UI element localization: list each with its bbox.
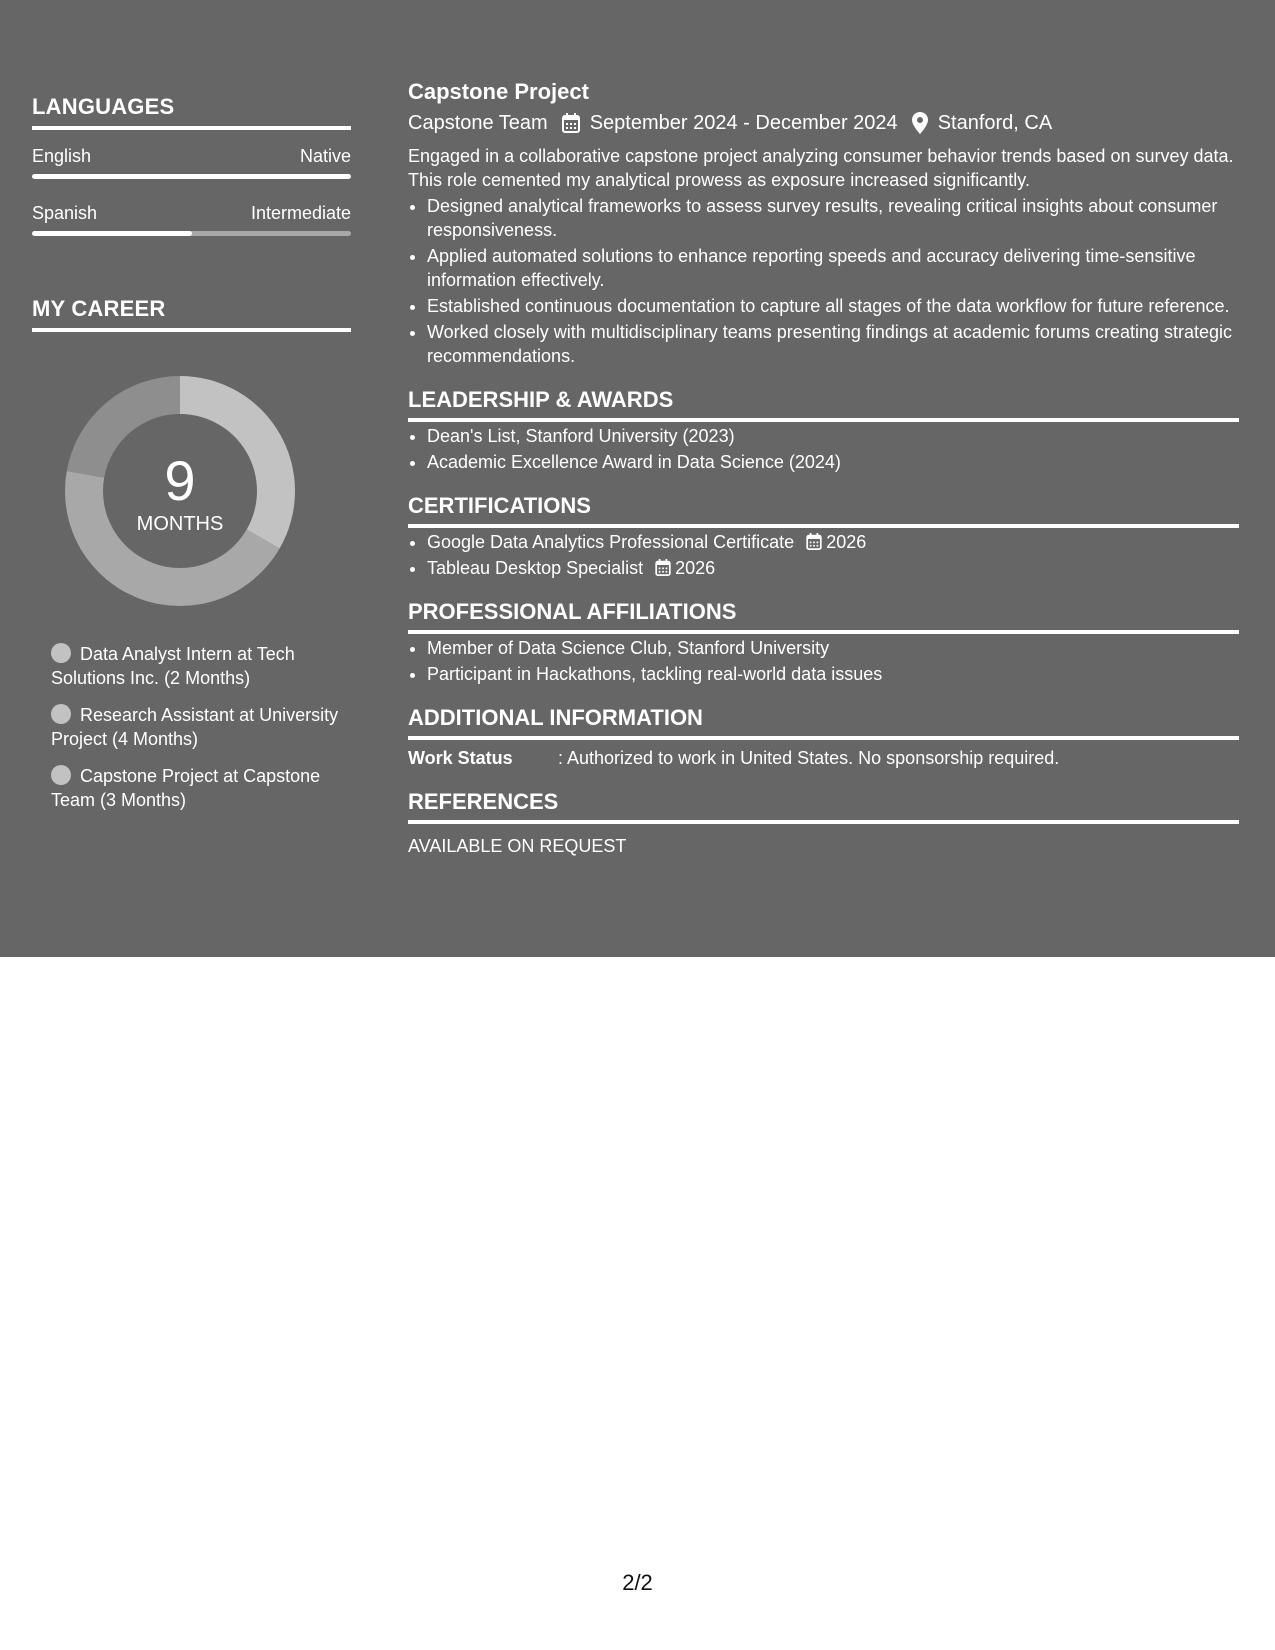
certification-item	[427, 556, 1239, 580]
list-item: • Designed analytical frameworks to assess survey results, revealing critical insights about consumer responsiveness.	[427, 194, 1239, 242]
certification-name: Tableau Desktop Specialist	[427, 558, 644, 578]
list-item: • Dean's List, Stanford University (2023)	[427, 424, 1239, 448]
experience-dates: September 2024 - December 2024	[589, 112, 898, 134]
experience-meta	[408, 108, 1239, 138]
certification-year: 2026	[675, 558, 716, 578]
leadership-list	[408, 424, 1239, 474]
language-name: English	[32, 146, 92, 166]
career-legend-item	[51, 703, 341, 751]
career-legend-label: Data Analyst Intern at Tech Solutions Inc. (2 Months)	[51, 644, 295, 688]
affiliations-title: PROFESSIONAL AFFILIATIONS	[408, 598, 1239, 634]
work-status-label: Work Status	[408, 748, 513, 768]
calendar-icon	[562, 113, 580, 133]
languages-title: LANGUAGES	[32, 94, 351, 130]
sidebar	[32, 94, 351, 825]
list-item: • Worked closely with multidisciplinary teams presenting findings at academic forums creating strategic recommendations.	[427, 320, 1239, 368]
work-status-row	[408, 746, 1239, 770]
list-item: • Established continuous documentation to capture all stages of the data workflow for future reference.	[427, 294, 1239, 318]
donut-center	[65, 376, 295, 606]
certifications-list	[408, 530, 1239, 580]
career-title: MY CAREER	[32, 296, 351, 332]
list-item: • Participant in Hackathons, tackling real-world data issues	[427, 662, 1239, 686]
legend-dot-icon	[51, 643, 71, 663]
career-legend-item	[51, 642, 341, 690]
list-item: • Applied automated solutions to enhance reporting speeds and accuracy delivering time-sensitive information effectively.	[427, 244, 1239, 292]
career-legend-item	[51, 764, 341, 812]
career-legend-label: Capstone Project at Capstone Team (3 Months)	[51, 766, 321, 810]
career-legend-label: Research Assistant at University Project (4 Months)	[51, 705, 339, 749]
career-total-months: 9	[164, 449, 196, 512]
certification-year: 2026	[826, 532, 867, 552]
calendar-icon	[806, 533, 822, 550]
certifications-title: CERTIFICATIONS	[408, 492, 1239, 528]
language-level-bar	[32, 231, 351, 236]
languages-list	[32, 144, 351, 236]
references-title: REFERENCES	[408, 788, 1239, 824]
language-level: Native	[299, 146, 351, 166]
work-status-value: : Authorized to work in United States. No sponsorship required.	[558, 748, 1060, 768]
experience-company: Capstone Team	[408, 112, 548, 134]
main-content	[408, 78, 1239, 858]
language-level-bar	[32, 174, 351, 179]
certification-item	[427, 530, 1239, 554]
certification-name: Google Data Analytics Professional Certificate	[427, 532, 795, 552]
additional-info-title: ADDITIONAL INFORMATION	[408, 704, 1239, 740]
experience-title: Capstone Project	[408, 79, 589, 104]
page-number: 2/2	[622, 1570, 653, 1595]
language-level: Intermediate	[250, 203, 351, 223]
language-item	[32, 144, 351, 179]
calendar-icon	[655, 559, 671, 576]
leadership-title: LEADERSHIP & AWARDS	[408, 386, 1239, 422]
map-pin-icon	[912, 112, 928, 134]
legend-dot-icon	[51, 765, 71, 785]
legend-dot-icon	[51, 704, 71, 724]
list-item: • Academic Excellence Award in Data Science (2024)	[427, 450, 1239, 474]
references-text: AVAILABLE ON REQUEST	[408, 836, 627, 856]
career-donut-chart	[65, 376, 295, 606]
affiliations-list	[408, 636, 1239, 686]
career-total-unit: MONTHS	[136, 513, 224, 535]
language-name: Spanish	[32, 203, 98, 223]
language-level-fill	[32, 231, 192, 236]
language-item	[32, 201, 351, 236]
career-legend	[51, 642, 341, 812]
experience-location: Stanford, CA	[937, 112, 1053, 134]
experience-description: Engaged in a collaborative capstone project analyzing consumer behavior trends based on survey data. This role cemented my analytical prowess as exposure increased significantly.	[408, 146, 1234, 190]
language-level-fill	[32, 174, 351, 179]
list-item: • Member of Data Science Club, Stanford University	[427, 636, 1239, 660]
experience-bullets	[408, 194, 1239, 368]
